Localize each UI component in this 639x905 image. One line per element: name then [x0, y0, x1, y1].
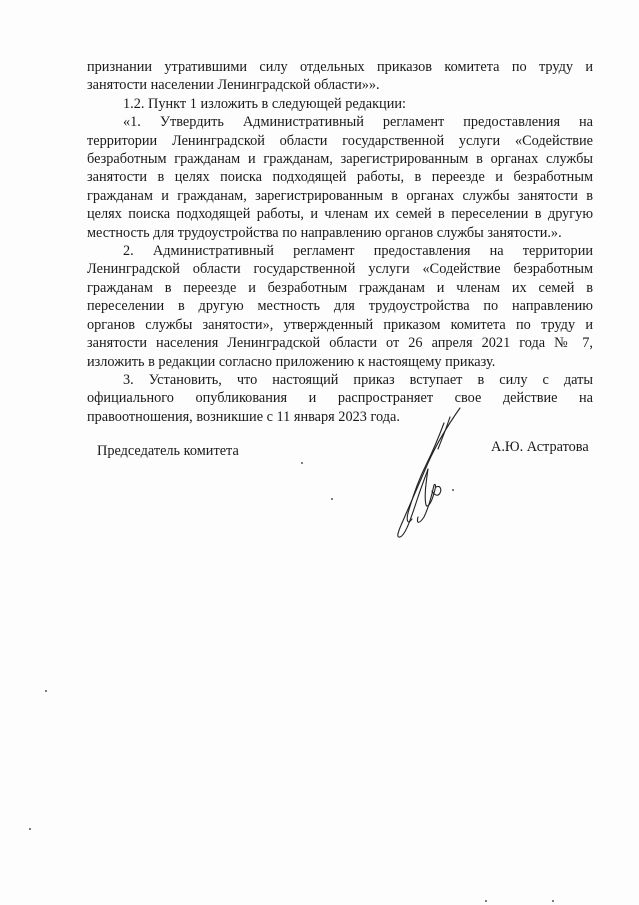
text-line: органов службы занятости», утвержденный приказом комитета по труду и [87, 316, 593, 333]
text-line: признании утратившими силу отдельных приказов комитета по труду и [87, 59, 593, 75]
scan-speck [552, 900, 554, 902]
signer-name: А.Ю. Астратова [491, 439, 589, 455]
text-line: гражданам и гражданам, зарегистрированным в органах службы занятости в [87, 187, 593, 204]
paragraph-1-2 [87, 95, 593, 113]
scan-speck [485, 900, 487, 902]
signer-title: Председатель комитета [97, 443, 239, 459]
text-line: официального опубликования и распространяет свое действие на [87, 390, 593, 407]
text-line: гражданам в переезде и безработным гражданам и членам их семей в [87, 279, 593, 296]
text-line: Ленинградской области государственной услуги «Содействие безработным [87, 261, 593, 278]
paragraph-3 [87, 371, 593, 426]
text-line: 3. Установить, что настоящий приказ вступает в силу с даты [123, 371, 593, 388]
text-line: местность для трудоустройства по направлению органов службы занятости.». [87, 224, 562, 241]
paragraph-intro [87, 58, 593, 95]
paragraph-2 [87, 242, 593, 371]
scan-speck [45, 690, 47, 692]
text-line: «1. Утвердить Административный регламент предоставления на [123, 114, 593, 131]
text-line: занятости в целях поиска подходящей работы, в переезде и безработным [87, 169, 593, 186]
text-line: изложить в редакции согласно приложению к настоящему приказу. [87, 353, 496, 370]
text-line: 1.2. Пункт 1 изложить в следующей редакции: [123, 95, 406, 112]
text-line: правоотношения, возникшие с 11 января 2023 года. [87, 408, 400, 425]
scan-speck [452, 489, 454, 491]
text-line: территории Ленинградской области государственной услуги «Содействие [87, 132, 593, 149]
text-line: безработным гражданам и гражданам, зарегистрированным в органах службы [87, 151, 593, 168]
text-line: занятости населении Ленинградской области»». [87, 77, 380, 94]
scan-speck [29, 828, 31, 830]
document-body [87, 58, 593, 426]
text-line: переселении в другую местность для трудоустройства по направлению [87, 298, 593, 315]
text-line: 2. Административный регламент предоставления на территории [123, 243, 593, 260]
paragraph-quote [87, 113, 593, 242]
scan-speck [331, 498, 333, 500]
text-line: целях поиска подходящей работы, и членам их семей в переселении в другую [87, 206, 593, 223]
scan-speck [301, 462, 303, 464]
handwritten-signature-icon [388, 405, 468, 545]
text-line: занятости населения Ленинградской области от 26 апреля 2021 года № 7, [87, 335, 593, 352]
